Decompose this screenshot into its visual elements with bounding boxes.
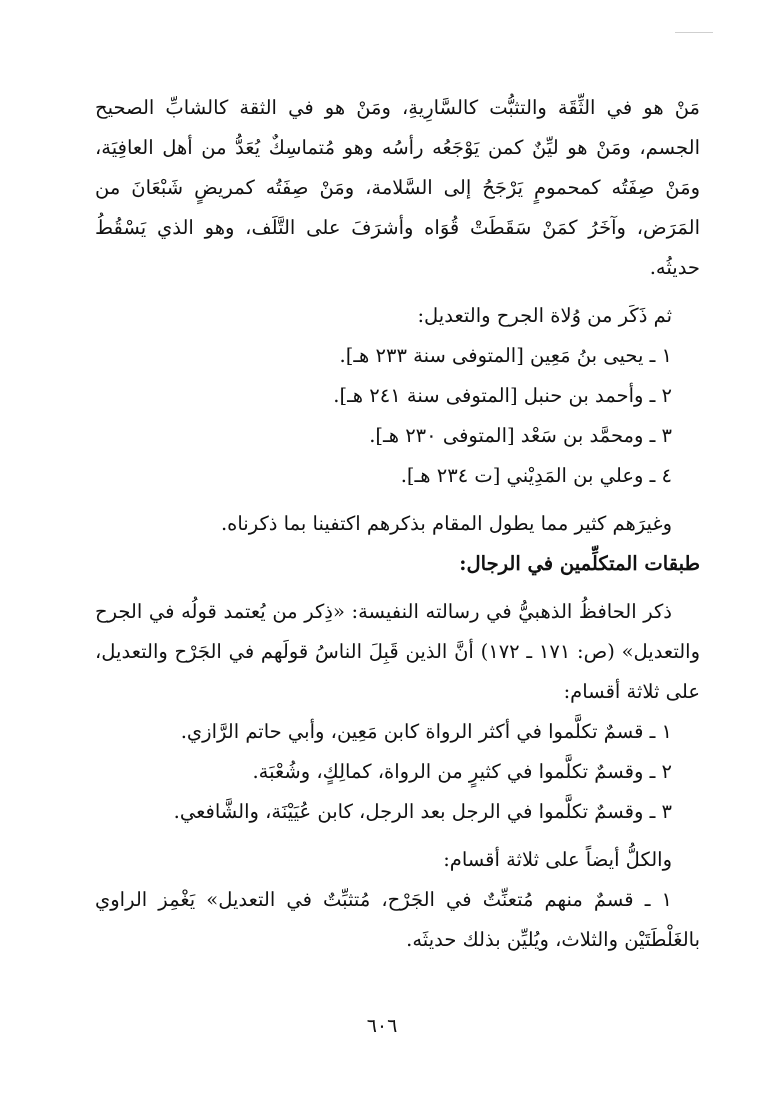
paragraph-dhahabi: ذكر الحافظُ الذهبيُّ في رسالته النفيسة: «ذِكر من يُعتمد قولُه في الجرح والتعديل» (ص: ١٧١ ـ ١٧٢) أنَّ الذين قَبِلَ الناسُ قولَهم في الجَرْح والتعديل، على ثلاثة أقسام: — [95, 600, 700, 703]
list-item-strict-critics: ١ ـ قسمٌ منهم مُتعنِّتٌ في الجَرْح، مُتثبِّتٌ في التعديل» يَغْمِز الراوي بالغَلْطَتَيْن والثلاث، ويُليِّن بذلك حديثَه. — [95, 888, 700, 951]
list-item-category-two: ٢ ـ وقسمٌ تكلَّموا في كثيرٍ من الرواة، كمالِكٍ، وشُعْبَة. — [252, 760, 672, 783]
paragraph-narrators-levels: مَنْ هو في الثِّقَة والتثبُّت كالسَّارِيةِ، ومَنْ هو في الثقة كالشابِّ الصحيح الجسم، ومَنْ هو ليِّنٌ كمن يَوْجَعُه رأسُه وهو مُتماسِكٌ يُعَدُّ من أهل العافِيَة، ومَنْ صِفَتُه كمحمومٍ يَرْجَحُ إلى السَّلامة، ومَنْ صِفَتُه كمريضٍ شَبْعَانَ من المَرَض، وآخَرُ كمَنْ سَقَطَتْ قُوَاه وأشرَفَ على التَّلَف، وهو الذي يَسْقُطُ حديثُه. — [95, 96, 700, 279]
list-item-ali-ibn-madini: ٤ ـ وعلي بن المَدِيْني [ت ٢٣٤ هـ]. — [400, 464, 672, 487]
list-item-muhammad-ibn-sad: ٣ ـ ومحمَّد بن سَعْد [المتوفى ٢٣٠ هـ]. — [369, 424, 672, 447]
page-body — [95, 88, 700, 960]
list-item-ahmad-ibn-hanbal: ٢ ـ وأحمد بن حنبل [المتوفى سنة ٢٤١ هـ]. — [333, 384, 672, 407]
list-item-category-three: ٣ ـ وقسمٌ تكلَّموا في الرجل بعد الرجل، كابن عُيَيْنَة، والشَّافعي. — [173, 800, 672, 823]
paragraph-others: وغيرَهم كثير مما يطول المقام بذكرهم اكتفينا بما ذكرناه. — [220, 512, 672, 535]
top-rule-mark — [675, 32, 713, 33]
paragraph-authorities-intro: ثم ذَكَر من وُلاة الجرح والتعديل: — [417, 304, 672, 327]
section-heading-categories: طبقات المتكلِّمين في الرجال: — [459, 552, 700, 575]
page-number: ٦٠٦ — [366, 1015, 398, 1037]
list-item-yahya-ibn-main: ١ ـ يحيى بنُ مَعِين [المتوفى سنة ٢٣٣ هـ]. — [339, 344, 672, 367]
list-item-category-one: ١ ـ قسمٌ تكلَّموا في أكثر الرواة كابن مَعِين، وأبي حاتم الرَّازي. — [180, 720, 672, 743]
paragraph-all-three: والكلُّ أيضاً على ثلاثة أقسام: — [443, 848, 672, 871]
